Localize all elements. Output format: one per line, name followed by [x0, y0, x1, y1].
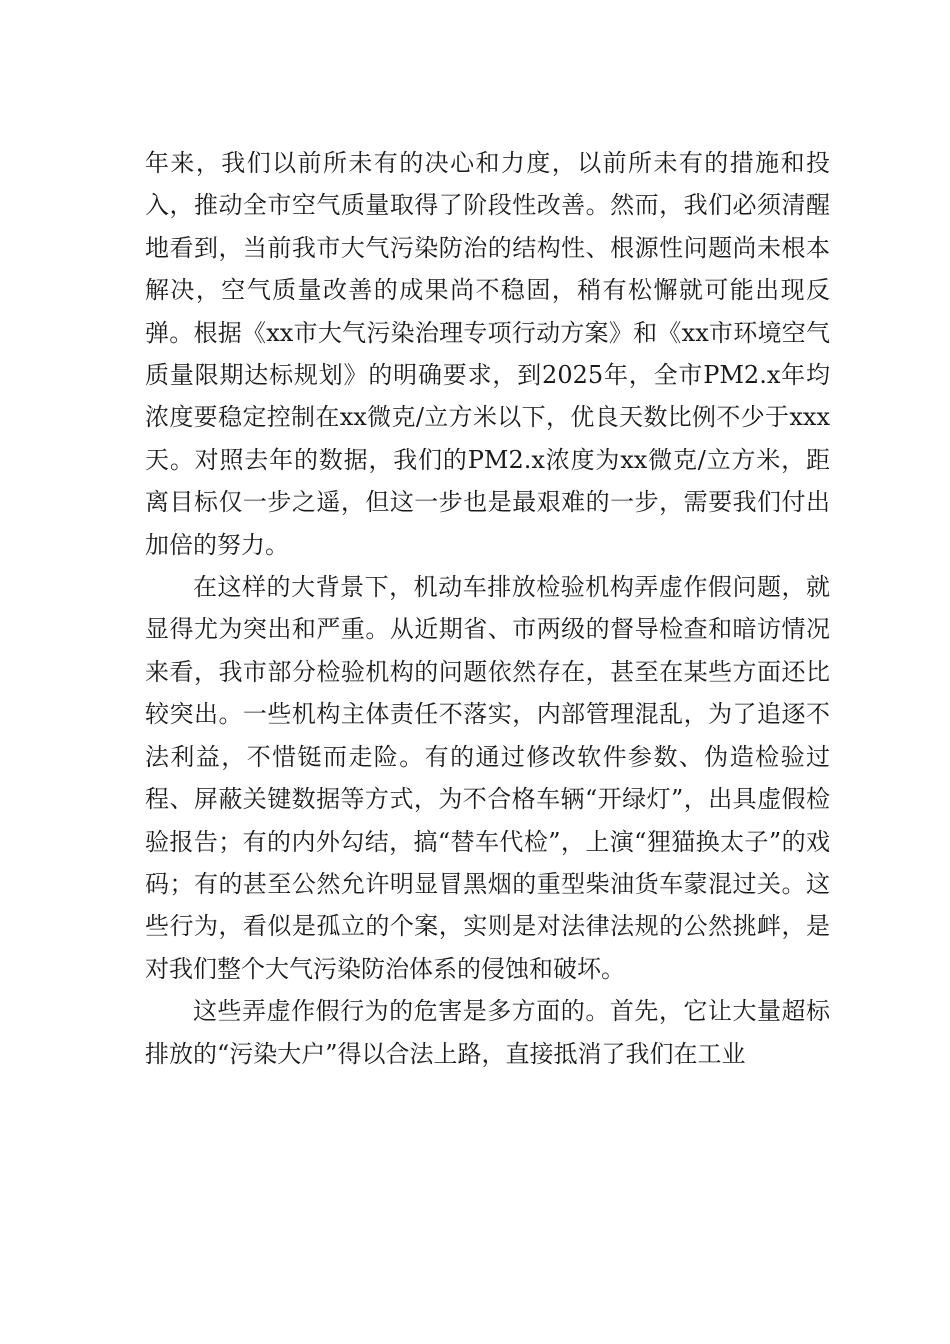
paragraph-3: 这些弄虚作假行为的危害是多方面的。首先，它让大量超标排放的“污染大户”得以合法上路，直接抵消了我们在工业	[145, 997, 830, 1068]
paragraph-2: 在这样的大背景下，机动车排放检验机构弄虚作假问题，就显得尤为突出和严重。从近期省、市两级的督导检查和暗访情况来看，我市部分检验机构的问题依然存在，甚至在某些方面还比较突出。一些机构主体责任不落实，内部管理混乱，为了追逐不法利益，不惜铤而走险。有的通过修改软件参数、伪造检验过程、屏蔽关键数据等方式，为不合格车辆“开绿灯”，出具虚假检验报告；有的内外勾结，搞“替车代检”，上演“狸猫换太子”的戏码；有的甚至公然允许明显冒黑烟的重型柴油货车蒙混过关。这些行为，看似是孤立的个案，实则是对法律法规的公然挑衅，是对我们整个大气污染防治体系的侵蚀和破坏。	[145, 573, 830, 983]
document-body	[145, 142, 830, 1075]
paragraph-continued: 年来，我们以前所未有的决心和力度，以前所未有的措施和投入，推动全市空气质量取得了阶段性改善。然而，我们必须清醒地看到，当前我市大气污染防治的结构性、根源性问题尚未根本解决，空气质量改善的成果尚不稳固，稍有松懈就可能出现反弹。根据《xx市大气污染治理专项行动方案》和《xx市环境空气质量限期达标规划》的明确要求，到2025年，全市PM2.x年均浓度要稳定控制在xx微克/立方米以下，优良天数比例不少于xxx天。对照去年的数据，我们的PM2.x浓度为xx微克/立方米，距离目标仅一步之遥，但这一步也是最艰难的一步，需要我们付出加倍的努力。	[145, 149, 830, 559]
